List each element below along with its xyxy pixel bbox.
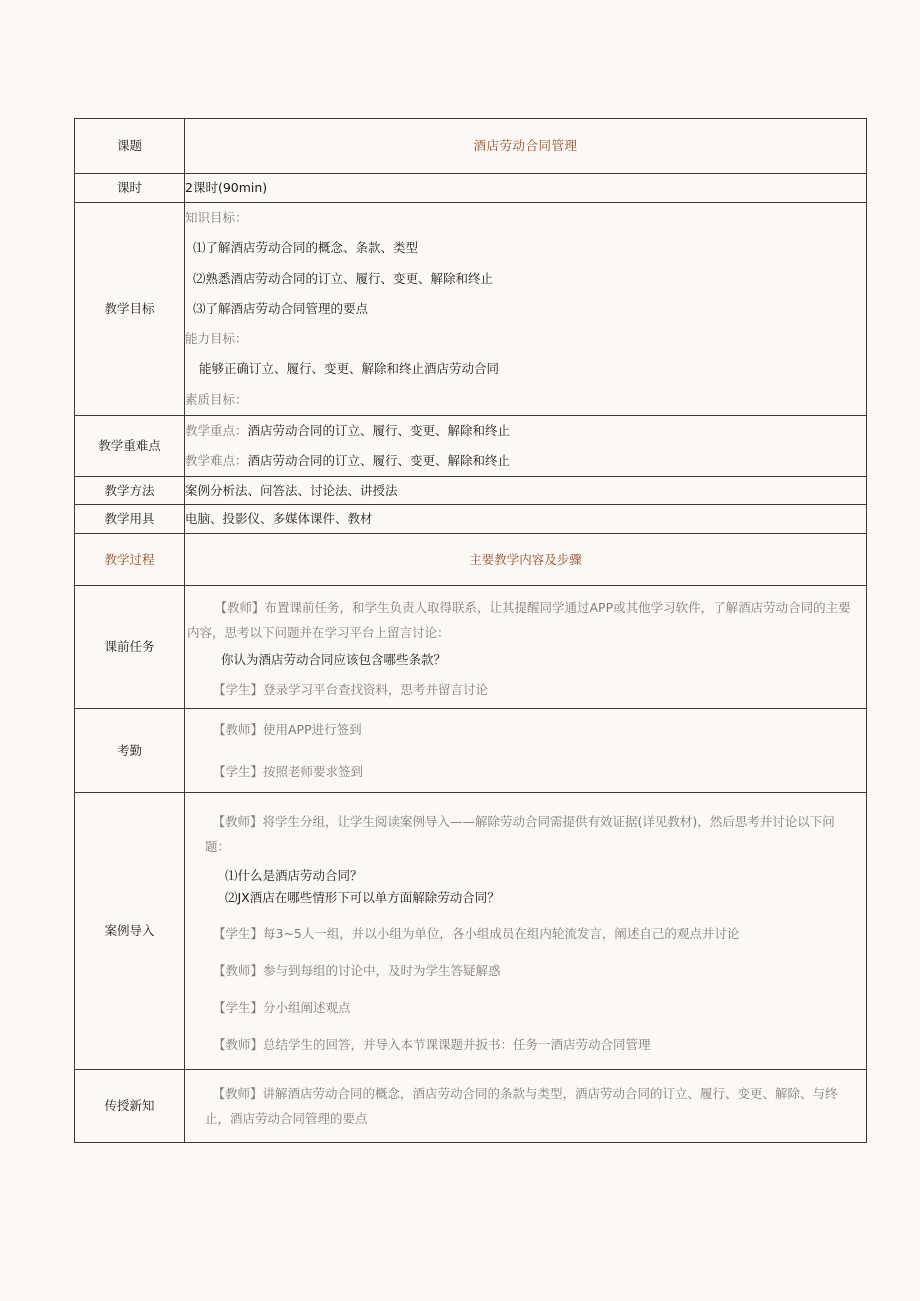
tools-label: 教学用具: [75, 505, 185, 534]
pre-task-teacher: 【教师】布置课前任务，和学生负责人取得联系，让其提醒同学通过APP或其他学习软件，了解酒店劳动合同的主要内容，思考以下问题并在学习平台上留言讨论：: [187, 600, 851, 641]
key-point-prefix: 教学重点：: [185, 423, 248, 439]
topic-title: 酒店劳动合同管理: [185, 119, 867, 174]
attendance-student: 【学生】按照老师要求签到: [213, 763, 364, 779]
new-knowledge-teacher: 【教师】讲解酒店劳动合同的概念，酒店劳动合同的条款与类型，酒店劳动合同的订立、履行、变更、解除、与终止，酒店劳动合同管理的要点: [205, 1086, 838, 1127]
methods-row: [75, 477, 867, 505]
objectives-label: 教学目标: [75, 203, 185, 416]
objectives-row: [75, 203, 867, 416]
keypoints-content: [185, 416, 867, 477]
knowledge-item-1: ⑴了解酒店劳动合同的概念、条款、类型: [193, 240, 419, 256]
process-header-row: [75, 534, 867, 586]
case-student-2: 【学生】分小组阐述观点: [213, 999, 351, 1015]
attendance-row: [75, 709, 867, 793]
pre-task-content: [185, 586, 867, 709]
lesson-plan-table: [74, 118, 867, 1143]
hours-value: 2课时(90min): [185, 174, 867, 203]
new-knowledge-row: [75, 1070, 867, 1143]
methods-label: 教学方法: [75, 477, 185, 505]
case-intro-row: [75, 793, 867, 1070]
knowledge-item-3: ⑶了解酒店劳动合同管理的要点: [193, 300, 369, 316]
new-knowledge-content: [185, 1070, 867, 1143]
objectives-content: [185, 203, 867, 416]
process-header-right: 主要教学内容及步骤: [185, 534, 867, 586]
difficulty-text: 酒店劳动合同的订立、履行、变更、解除和终止: [247, 453, 511, 469]
case-teacher-2: 【教师】参与到每组的讨论中，及时为学生答疑解惑: [213, 962, 501, 978]
attendance-content: [185, 709, 867, 793]
pre-task-student: 【学生】登录学习平台查找资料，思考并留言讨论: [213, 682, 489, 698]
difficulty-line: [185, 446, 866, 476]
hours-row: [75, 174, 867, 203]
difficulty-prefix: 教学难点：: [185, 453, 248, 469]
pre-task-row: [75, 586, 867, 709]
ability-item: 能够正确订立、履行、变更、解除和终止酒店劳动合同: [199, 361, 500, 377]
process-header-left: 教学过程: [75, 534, 185, 586]
quality-title: 素质目标：: [185, 391, 248, 407]
pre-task-question: 你认为酒店劳动合同应该包含哪些条款？: [221, 652, 447, 668]
tools-row: [75, 505, 867, 534]
tools-value: 电脑、投影仪、多媒体课件、教材: [185, 505, 867, 534]
knowledge-item-2: ⑵熟悉酒店劳动合同的订立、履行、变更、解除和终止: [193, 270, 494, 286]
key-point-line: [185, 416, 866, 446]
knowledge-title: 知识目标：: [185, 210, 248, 225]
case-student-1: 【学生】每3~5人一组，并以小组为单位，各小组成员在组内轮流发言，阐述自己的观点并讨论: [213, 925, 740, 941]
case-teacher-3: 【教师】总结学生的回答，并导入本节课课题并扳书：任务一酒店劳动合同管理: [213, 1036, 651, 1052]
attendance-teacher: 【教师】使用APP进行签到: [213, 721, 362, 737]
hours-label: 课时: [75, 174, 185, 203]
attendance-label: 考勤: [75, 709, 185, 793]
keypoints-row: [75, 416, 867, 477]
case-intro-label: 案例导入: [75, 793, 185, 1070]
ability-title: 能力目标：: [185, 331, 248, 347]
case-question-2: ⑵JX酒店在哪些情形下可以单方面解除劳动合同？: [225, 889, 500, 905]
methods-value: 案例分析法、问答法、讨论法、讲授法: [185, 477, 867, 505]
case-intro-content: [185, 793, 867, 1070]
key-point-text: 酒店劳动合同的订立、履行、变更、解除和终止: [247, 423, 511, 439]
keypoints-label: 教学重难点: [75, 416, 185, 477]
topic-row: [75, 119, 867, 174]
case-question-1: ⑴什么是酒店劳动合同？: [225, 867, 363, 883]
topic-label: 课题: [75, 119, 185, 174]
pre-task-label: 课前任务: [75, 586, 185, 709]
new-knowledge-label: 传授新知: [75, 1070, 185, 1143]
case-teacher-1: 【教师】将学生分组，让学生阅读案例导入——解除劳动合同需提供有效证据(详见教材)，然后思考并讨论以下问题：: [205, 813, 835, 854]
